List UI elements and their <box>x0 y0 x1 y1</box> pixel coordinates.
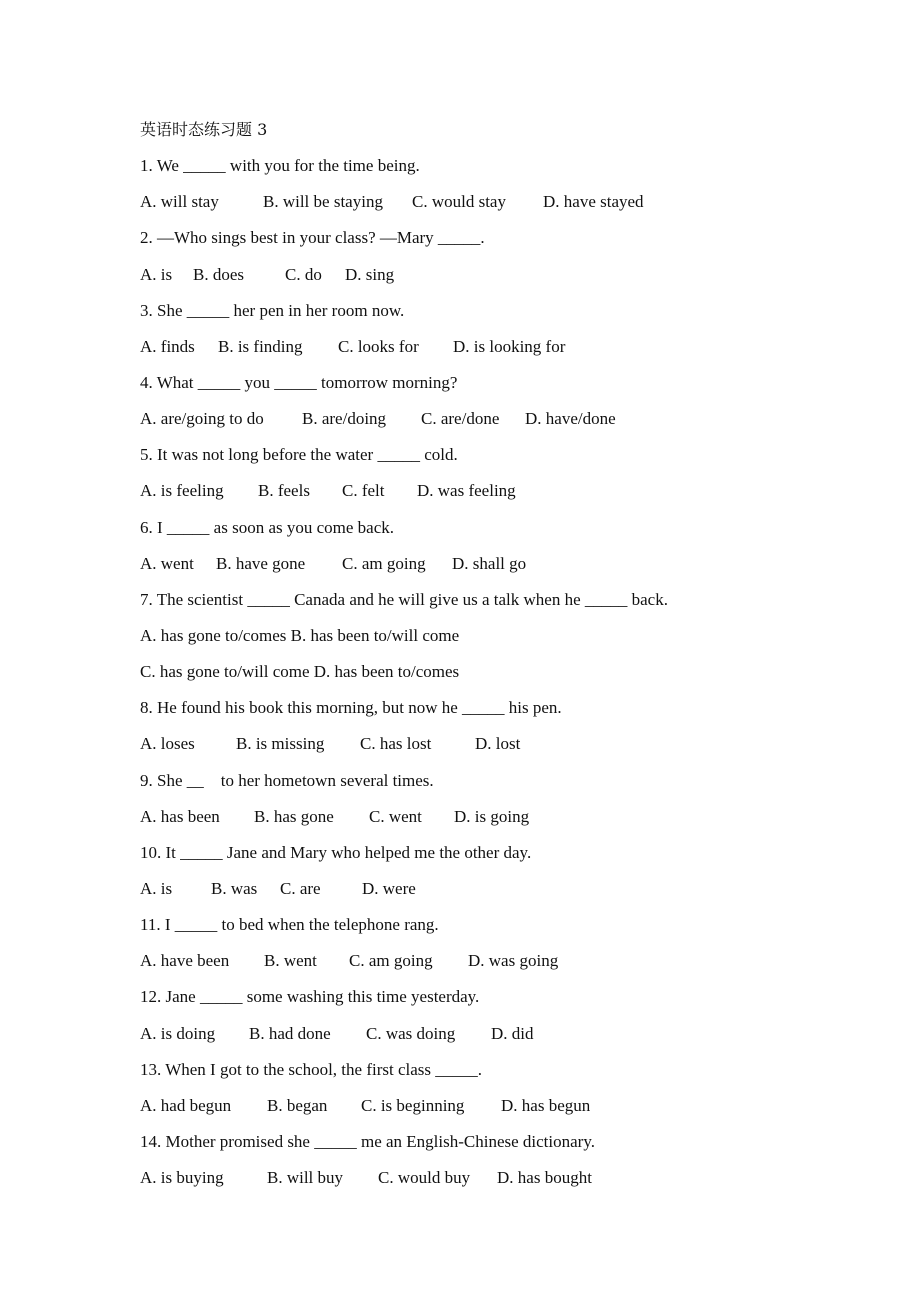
option-d: D. is going <box>454 806 530 826</box>
options-row <box>140 876 840 912</box>
options-row <box>140 804 840 840</box>
option-c: C. looks for <box>338 336 419 356</box>
option-a: A. loses <box>140 734 195 754</box>
options-row <box>140 262 840 298</box>
options-row <box>140 406 840 442</box>
question-stem: 14. Mother promised she _____ me an English-Chinese dictionary. <box>140 1131 595 1151</box>
option-c: C. has lost <box>360 734 432 754</box>
option-a: A. has been <box>140 806 220 826</box>
option-d: D. has bought <box>497 1168 592 1188</box>
question-stem: 9. She __ to her hometown several times. <box>140 770 434 790</box>
question-stem: 13. When I got to the school, the first class _____. <box>140 1059 482 1079</box>
option-a: A. finds <box>140 336 195 356</box>
option-c: C. are/done <box>421 409 500 429</box>
exercise-content <box>140 117 840 1201</box>
option-a: A. had begun <box>140 1095 232 1115</box>
option-b: B. went <box>264 951 317 971</box>
option-d: D. shall go <box>452 553 527 573</box>
option-b: B. have gone <box>216 553 306 573</box>
question-stem: 2. —Who sings best in your class? —Mary _____. <box>140 228 485 248</box>
option-d: D. was going <box>468 951 559 971</box>
question-stem: 10. It _____ Jane and Mary who helped me the other day. <box>140 842 532 862</box>
question-stem: 7. The scientist _____ Canada and he will give us a talk when he _____ back. <box>140 589 668 609</box>
option-a: A. is <box>140 878 173 898</box>
option-b: B. will buy <box>267 1168 344 1188</box>
question-stem: 11. I _____ to bed when the telephone rang. <box>140 915 439 935</box>
option-a: A. is buying <box>140 1168 224 1188</box>
option-a: A. will stay <box>140 192 219 212</box>
option-a: A. is feeling <box>140 481 224 501</box>
option-b: B. feels <box>258 481 310 501</box>
options-row <box>140 1093 840 1129</box>
option-b: B. will be staying <box>263 192 383 212</box>
option-a: A. went <box>140 553 194 573</box>
option-b: B. is missing <box>236 734 325 754</box>
option-a: A. are/going to do <box>140 409 264 429</box>
question-stem: 4. What _____ you _____ tomorrow morning? <box>140 372 458 392</box>
question-stem: 8. He found his book this morning, but now he _____ his pen. <box>140 698 562 718</box>
question-stem: 6. I _____ as soon as you come back. <box>140 517 395 537</box>
option-b: B. does <box>193 264 244 284</box>
option-c: C. was doing <box>366 1023 456 1043</box>
option-d: D. did <box>491 1023 534 1043</box>
option-d: D. have stayed <box>543 192 644 212</box>
options-row <box>140 551 840 587</box>
option-b: B. had done <box>249 1023 331 1043</box>
option-a: A. is <box>140 264 173 284</box>
option-c: C. felt <box>342 481 385 501</box>
option-d: D. lost <box>475 734 521 754</box>
question-stem: 12. Jane _____ some washing this time yesterday. <box>140 987 480 1007</box>
option-b: B. are/doing <box>302 409 387 429</box>
option-c: C. am going <box>342 553 426 573</box>
options-row <box>140 731 840 767</box>
option-c: C. do <box>285 264 322 284</box>
option-c: C. would buy <box>378 1168 471 1188</box>
question-stem: 5. It was not long before the water _____ cold. <box>140 445 458 465</box>
question-stem: 3. She _____ her pen in her room now. <box>140 300 405 320</box>
option-c: C. is beginning <box>361 1095 465 1115</box>
option-d: D. sing <box>345 264 395 284</box>
option-d: D. has begun <box>501 1095 591 1115</box>
options-row: C. has gone to/will come D. has been to/comes <box>140 662 460 682</box>
option-c: C. went <box>369 806 422 826</box>
option-c: C. are <box>280 878 321 898</box>
option-b: B. is finding <box>218 336 303 356</box>
option-a: A. is doing <box>140 1023 216 1043</box>
option-c: C. would stay <box>412 192 506 212</box>
option-d: D. have/done <box>525 409 616 429</box>
question-stem: 1. We _____ with you for the time being. <box>140 156 420 176</box>
options-row <box>140 948 840 984</box>
options-row <box>140 189 840 225</box>
options-row: A. has gone to/comes B. has been to/will come <box>140 625 460 645</box>
option-b: B. began <box>267 1095 328 1115</box>
options-row <box>140 334 840 370</box>
options-row <box>140 478 840 514</box>
option-b: B. has gone <box>254 806 334 826</box>
options-row <box>140 1021 840 1057</box>
option-b: B. was <box>211 878 258 898</box>
page-title: 英语时态练习题 3 <box>140 120 268 139</box>
option-d: D. was feeling <box>417 481 516 501</box>
option-d: D. were <box>362 878 416 898</box>
option-c: C. am going <box>349 951 433 971</box>
option-a: A. have been <box>140 951 230 971</box>
option-d: D. is looking for <box>453 336 566 356</box>
options-row <box>140 1165 840 1201</box>
